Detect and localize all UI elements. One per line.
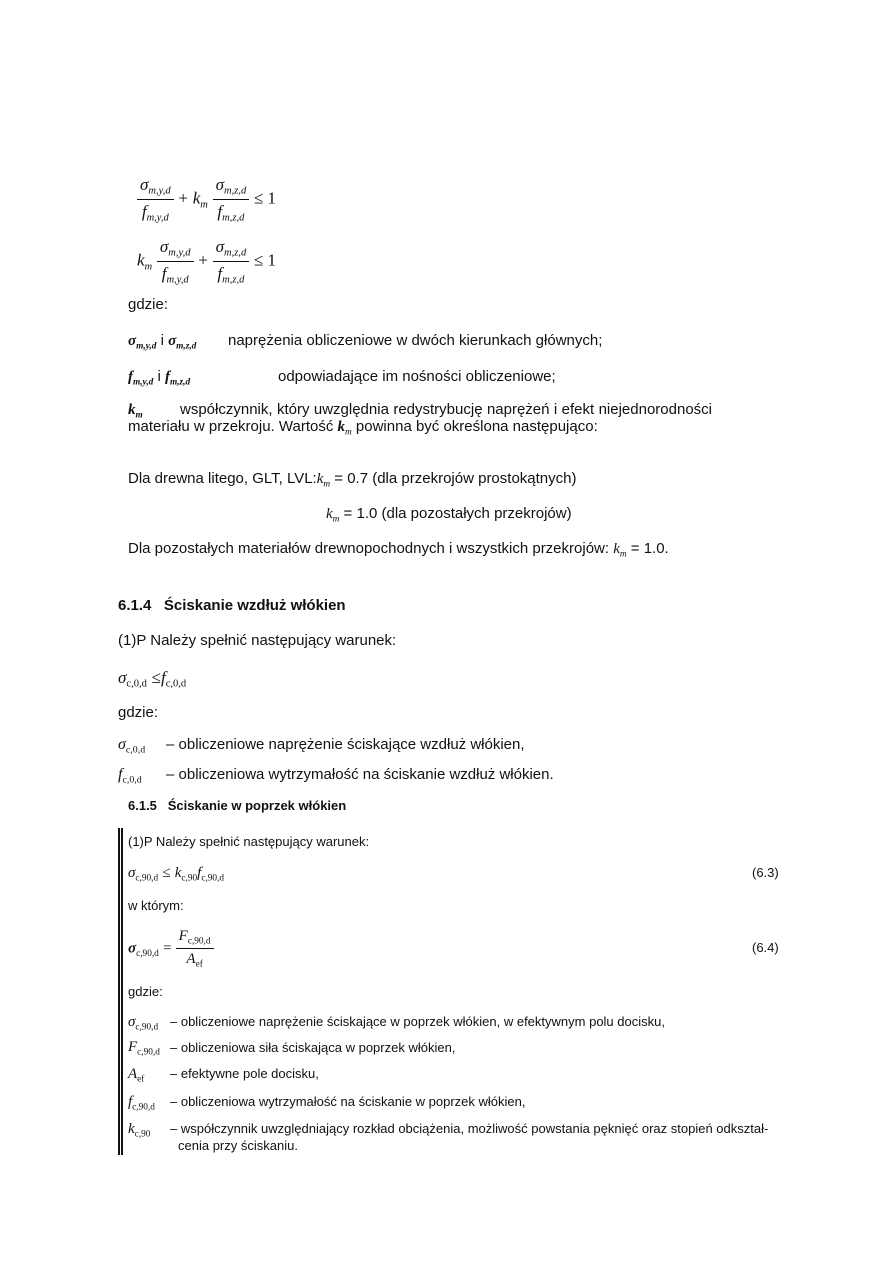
margin-bar-1 bbox=[118, 828, 120, 1155]
km-other-sections: $k_m = 1.0$ (dla pozostałych przekrojów) bbox=[326, 505, 572, 525]
equation-number-6-3: (6.3) bbox=[752, 865, 779, 880]
def-f-c90d: $f_{c,90,d}$ bbox=[128, 1094, 155, 1113]
def-km: $k_m$ bbox=[128, 402, 143, 421]
formula-6-1-4: $\sigma_{c,0,d} \le f_{c,0,d}$ bbox=[118, 668, 187, 690]
gdzie-label-615: gdzie: bbox=[128, 984, 163, 999]
def-sigma-c90d-text: – obliczeniowe naprężenie ściskające w poprzek włókien, w efektywnym polu docisku, bbox=[170, 1014, 665, 1029]
requirement-6-1-5: (1)P Należy spełnić następujący warunek: bbox=[128, 834, 370, 849]
def-k-c90-text: – współczynnik uwzględniający rozkład obciążenia, możliwość powstania pęknięć oraz stopień odkształ- cenia przy ściskaniu. bbox=[170, 1121, 769, 1153]
heading-6-1-4: 6.1.4 Ściskanie wzdłuż włókien bbox=[118, 597, 346, 614]
def-sigma-c0d-text: – obliczeniowe naprężenie ściskające wzdłuż włókien, bbox=[166, 736, 525, 753]
def-f-c90d-text: – obliczeniowa wytrzymałość na ściskanie w poprzek włókien, bbox=[170, 1094, 526, 1109]
requirement-6-1-4: (1)P Należy spełnić następujący warunek: bbox=[118, 632, 397, 649]
def-km-text: współczynnik, który uwzględnia redystrybucję naprężeń i efekt niejednorodności materiału w przekroju. Wartość $k_m$ powinna być określona następująco: bbox=[128, 401, 712, 438]
gdzie-label-614: gdzie: bbox=[118, 704, 159, 721]
def-f-c0d: $f_{c,0,d}$ bbox=[118, 766, 142, 786]
def-F-c90d-text: – obliczeniowa siła ściskająca w poprzek włókien, bbox=[170, 1040, 456, 1055]
km-wood-based: Dla pozostałych materiałów drewnopochodnych i wszystkich przekrojów: $k_m = 1.0$. bbox=[128, 540, 669, 560]
formula-bending-2: $k_m$ $\frac{\sigma_{m,y,d}}{f_{m,y,d}}$ + $\frac{\sigma_{m,z,d}}{f_{m,z,d}}$ ≤ 1 bbox=[137, 237, 277, 286]
formula-bending-1: $\frac{\sigma_{m,y,d}}{f_{m,y,d}}$ + $k_m$ $\frac{\sigma_{m,z,d}}{f_{m,z,d}}$ ≤ 1 bbox=[137, 175, 276, 223]
def-A-ef-text: – efektywne pole docisku, bbox=[170, 1066, 319, 1081]
gdzie-label-a: gdzie: bbox=[128, 296, 169, 313]
def-F-c90d: $F_{c,90,d}$ bbox=[128, 1039, 160, 1058]
formula-6-4: $\sigma_{c,90,d}$ = $\frac{F_{c,90,d}}{A_{ef}}$ bbox=[128, 928, 214, 970]
heading-6-1-5: 6.1.5 Ściskanie w poprzek włókien bbox=[128, 798, 347, 813]
equation-number-6-4: (6.4) bbox=[752, 940, 779, 955]
formula-6-3: $\sigma_{c,90,d} \le k_{c,90}f_{c,90,d}$ bbox=[128, 865, 225, 884]
def-f-c0d-text: – obliczeniowa wytrzymałość na ściskanie wzdłuż włókien. bbox=[166, 766, 554, 783]
def-f-myd: $f_{m,y,d}$ i $f_{m,z,d}$ bbox=[128, 368, 191, 388]
def-sigma-c0d: $\sigma_{c,0,d}$ bbox=[118, 736, 146, 756]
def-sigma-text: naprężenia obliczeniowe w dwóch kierunkach głównych; bbox=[228, 332, 603, 349]
km-solid-wood: Dla drewna litego, GLT, $LVL:k_m = 0.7$ (dla przekrojów prostokątnych) bbox=[128, 470, 577, 490]
def-k-c90: $k_{c,90}$ bbox=[128, 1121, 151, 1140]
def-sigma-c90d: $\sigma_{c,90,d}$ bbox=[128, 1014, 159, 1033]
w-ktorym-label: w którym: bbox=[128, 898, 184, 913]
def-A-ef: $A_{ef}$ bbox=[128, 1066, 145, 1085]
def-sigma-myd: $\sigma_{m,y,d}$ i $\sigma_{m,z,d}$ bbox=[128, 332, 197, 352]
margin-bar-2 bbox=[121, 828, 123, 1155]
def-f-text: odpowiadające im nośności obliczeniowe; bbox=[278, 368, 556, 385]
